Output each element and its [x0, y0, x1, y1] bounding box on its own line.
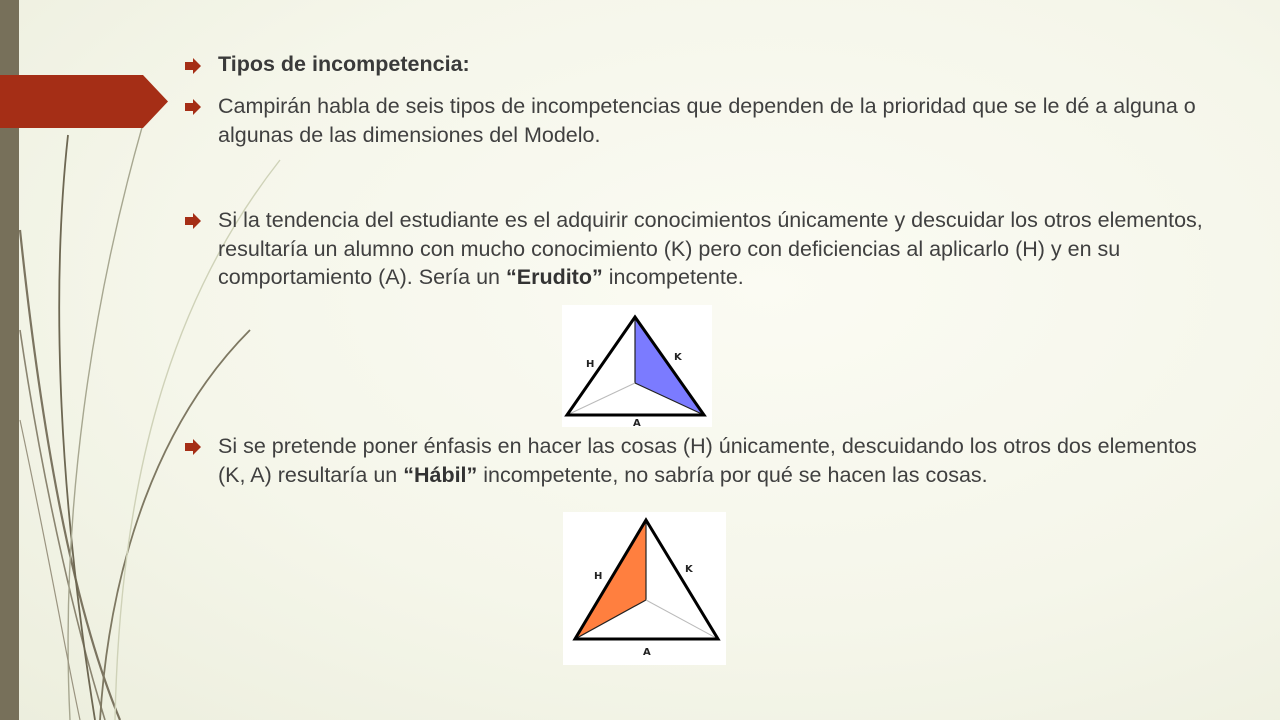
bullet-arrow-icon: [183, 437, 203, 457]
erudito-term: “Erudito”: [505, 265, 603, 289]
triangle-diagram-habil: [563, 512, 726, 665]
bullet-arrow-icon: [183, 211, 203, 231]
slide-heading: Tipos de incompetencia:: [218, 52, 470, 76]
label-k: K: [685, 564, 693, 575]
erudito-text-before: Si la tendencia del estudiante es el adquirir conocimientos únicamente y descuidar los otros elementos, resultaría un alumno con mucho conocimiento (K) pero con deficiencias al aplicarlo (H) y en su comportamiento (A). Sería un: [218, 208, 1203, 289]
label-k: K: [674, 352, 682, 363]
habil-text-after: incompetente, no sabría por qué se hacen las cosas.: [477, 462, 988, 487]
habil-text-before: Si se pretende poner énfasis en hacer las cosas (H) únicamente, descuidando los otros dos elementos (K, A) resultaría un: [218, 434, 1197, 487]
habil-term: “Hábil”: [403, 462, 478, 487]
label-a: A: [633, 418, 641, 427]
erudito-text-after: incompetente.: [602, 265, 744, 289]
label-h: H: [594, 571, 603, 582]
triangle-diagram-erudito: [562, 305, 712, 427]
bullet-arrow-icon: [183, 56, 203, 76]
red-accent-tab: [0, 75, 168, 128]
bullet-text-tipos: Campirán habla de seis tipos de incompetencias que dependen de la prioridad que se le dé a alguna o algunas de las dimensiones del Modelo.: [218, 94, 1196, 147]
bullet-arrow-icon: [183, 97, 203, 117]
label-h: H: [586, 359, 595, 370]
label-a: A: [643, 647, 651, 658]
bullet-text-habil: [218, 432, 1218, 489]
bullet-text-erudito: [218, 206, 1218, 292]
